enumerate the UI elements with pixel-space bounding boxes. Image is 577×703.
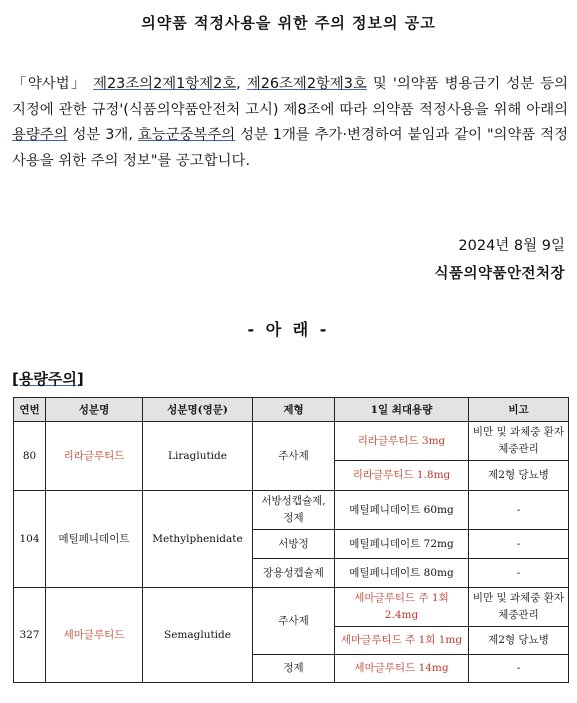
notice-body xyxy=(12,72,568,174)
cell-eng: Liraglutide xyxy=(143,422,253,491)
cell-dose: 메틸페니데이트 80mg xyxy=(335,559,469,588)
cell-note: - xyxy=(469,530,569,559)
table-row xyxy=(14,588,569,627)
cell-form: 주사제 xyxy=(253,588,335,655)
cell-note: 비만 및 과체중 환자 체중관리 xyxy=(469,422,569,461)
body-text-part: 「약사법」 xyxy=(12,76,94,92)
col-header-no: 연번 xyxy=(14,398,46,422)
notice-title: 의약품 적정사용을 위한 주의 정보의 공고 xyxy=(141,14,436,32)
section-title-text: [용량주의] xyxy=(12,370,84,388)
col-header-eng: 성분명(영문) xyxy=(143,398,253,422)
col-header-note: 비고 xyxy=(469,398,569,422)
duplication-caution-term: 효능군중복주의 xyxy=(137,127,236,143)
table-header-row xyxy=(14,398,569,422)
cell-name: 리라글루티드 xyxy=(46,422,143,491)
cell-name: 세마글루티드 xyxy=(46,588,143,683)
body-text-part: 및 '의약품 병용금기 성분 등의 지정에 관한 규정'(식품의약품안전처 고시) 제8조에 따라 의약품 적정사용을 위해 아래의 xyxy=(12,76,568,118)
col-header-name: 성분명 xyxy=(46,398,143,422)
cell-eng: Methylphenidate xyxy=(143,491,253,588)
dose-caution-table xyxy=(13,397,569,683)
cell-form: 정제 xyxy=(253,655,335,683)
cell-note: - xyxy=(469,559,569,588)
cell-dose: 리라글루티드 3mg xyxy=(335,422,469,461)
cell-form: 서방정 xyxy=(253,530,335,559)
dose-caution-term: 용량주의 xyxy=(12,127,68,143)
cell-dose: 리라글루티드 1.8mg xyxy=(335,461,469,491)
law-ref-23: 제23조의2제1항제2호 xyxy=(93,76,237,92)
cell-no: 80 xyxy=(14,422,46,491)
notice-date: 2024년 8월 9일 xyxy=(458,238,565,254)
table-row xyxy=(14,491,569,530)
cell-form: 서방성캡슐제, 정제 xyxy=(253,491,335,530)
col-header-dose: 1일 최대용량 xyxy=(335,398,469,422)
cell-dose: 세마글루티드 14mg xyxy=(335,655,469,683)
cell-dose: 세마글루티드 주 1회 2.4mg xyxy=(335,588,469,627)
cell-form: 주사제 xyxy=(253,422,335,491)
table-row xyxy=(14,422,569,461)
cell-note: - xyxy=(469,491,569,530)
body-text-part: 성분 3개, xyxy=(67,127,138,143)
law-ref-26: 제26조제2항제3호 xyxy=(246,76,367,92)
issuing-agency: 식품의약품안전처장 xyxy=(434,266,565,282)
cell-no: 327 xyxy=(14,588,46,683)
body-text-part: 성분 1개를 추가·변경하여 붙임과 같이 "의약품 적정사용을 위한 주의 정보"를 공고합니다. xyxy=(12,127,568,169)
cell-no: 104 xyxy=(14,491,46,588)
body-text-part: , xyxy=(236,76,247,92)
cell-note: - xyxy=(469,655,569,683)
col-header-form: 제형 xyxy=(253,398,335,422)
arae-heading: - 아 래 - xyxy=(247,320,330,339)
cell-note: 비만 및 과체중 환자 체중관리 xyxy=(469,588,569,627)
cell-note: 제2형 당뇨병 xyxy=(469,461,569,491)
cell-eng: Semaglutide xyxy=(143,588,253,683)
cell-dose: 메틸페니데이트 72mg xyxy=(335,530,469,559)
cell-name: 메틸페니데이트 xyxy=(46,491,143,588)
section-title xyxy=(12,368,84,389)
cell-form: 장용성캡슐제 xyxy=(253,559,335,588)
cell-dose: 메틸페니데이트 60mg xyxy=(335,491,469,530)
cell-dose: 세마글루티드 주 1회 1mg xyxy=(335,627,469,655)
cell-note: 제2형 당뇨병 xyxy=(469,627,569,655)
